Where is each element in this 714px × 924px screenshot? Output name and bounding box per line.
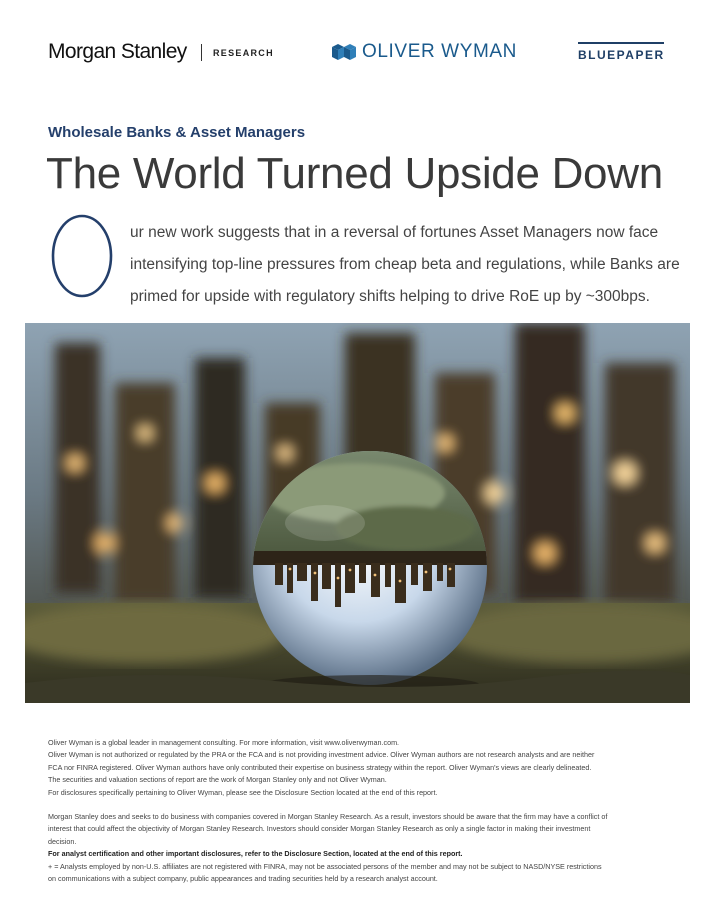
header-divider [201, 44, 202, 61]
intro-line: primed for upside with regulatory shifts helping to drive RoE up by ~300bps. [130, 288, 650, 305]
footnote-line: For disclosures specifically pertaining to Oliver Wyman, please see the Disclosure Section located at the end of this report. [48, 787, 438, 797]
intro-line: intensifying top-line pressures from cheap beta and regulations, while Banks are [130, 256, 680, 273]
footnote-line: decision. [48, 836, 77, 846]
drop-cap-o [50, 213, 114, 299]
crystal-ball-photo [25, 323, 690, 703]
footnote-gap [48, 799, 678, 811]
section-label: Wholesale Banks & Asset Managers [48, 124, 306, 141]
disclosure-footnotes [48, 737, 678, 885]
drop-cap-letter: O [81, 273, 83, 274]
bluepaper-badge: BLUEPAPER [578, 42, 664, 62]
page-title: The World Turned Upside Down [46, 149, 663, 198]
footnote-line: FCA nor FINRA registered. Oliver Wyman authors have only contributed their expertise on business strategy within the report. Oliver Wyman's views are clearly delineated. [48, 762, 592, 772]
research-label: RESEARCH [213, 48, 274, 58]
footnote-line: The securities and valuation sections of report are the work of Morgan Stanley only and not Oliver Wyman. [48, 775, 387, 785]
footnote-line: Oliver Wyman is a global leader in management consulting. For more information, visit www.oliverwyman.com. [48, 738, 400, 747]
intro-line: ur new work suggests that in a reversal of fortunes Asset Managers now face [130, 224, 659, 241]
morgan-stanley-logo: Morgan Stanley [48, 40, 187, 63]
photo-illustration [25, 323, 690, 703]
analyst-certification-line: For analyst certification and other important disclosures, refer to the Disclosure Section, located at the end of this report. [48, 849, 463, 859]
footnote-line: on communications with a subject company, public appearances and trading securities held by a research analyst account. [48, 874, 438, 884]
oliver-wyman-logo [332, 41, 517, 63]
footnote-line: Morgan Stanley does and seeks to do business with companies covered in Morgan Stanley Research. As a result, investors should be aware that the firm may have a conflict of [48, 812, 608, 822]
oliver-wyman-mark-icon [332, 44, 356, 60]
footnote-line: interest that could affect the objectivity of Morgan Stanley Research. Investors should consider Morgan Stanley Research as only a single factor in making their investment [48, 824, 591, 834]
footnote-line: Oliver Wyman is not authorized or regulated by the PRA or the FCA and is not providing investment advice. Oliver Wyman authors are not research analysts and are neither [48, 750, 595, 760]
intro-paragraph [130, 217, 690, 313]
page-header [0, 0, 714, 90]
footnote-line: + = Analysts employed by non-U.S. affiliates are not registered with FINRA, may not be associated persons of the member and may not be subject to NASD/NYSE restrictions [48, 861, 602, 871]
oliver-wyman-wordmark: OLIVER WYMAN [362, 41, 517, 62]
